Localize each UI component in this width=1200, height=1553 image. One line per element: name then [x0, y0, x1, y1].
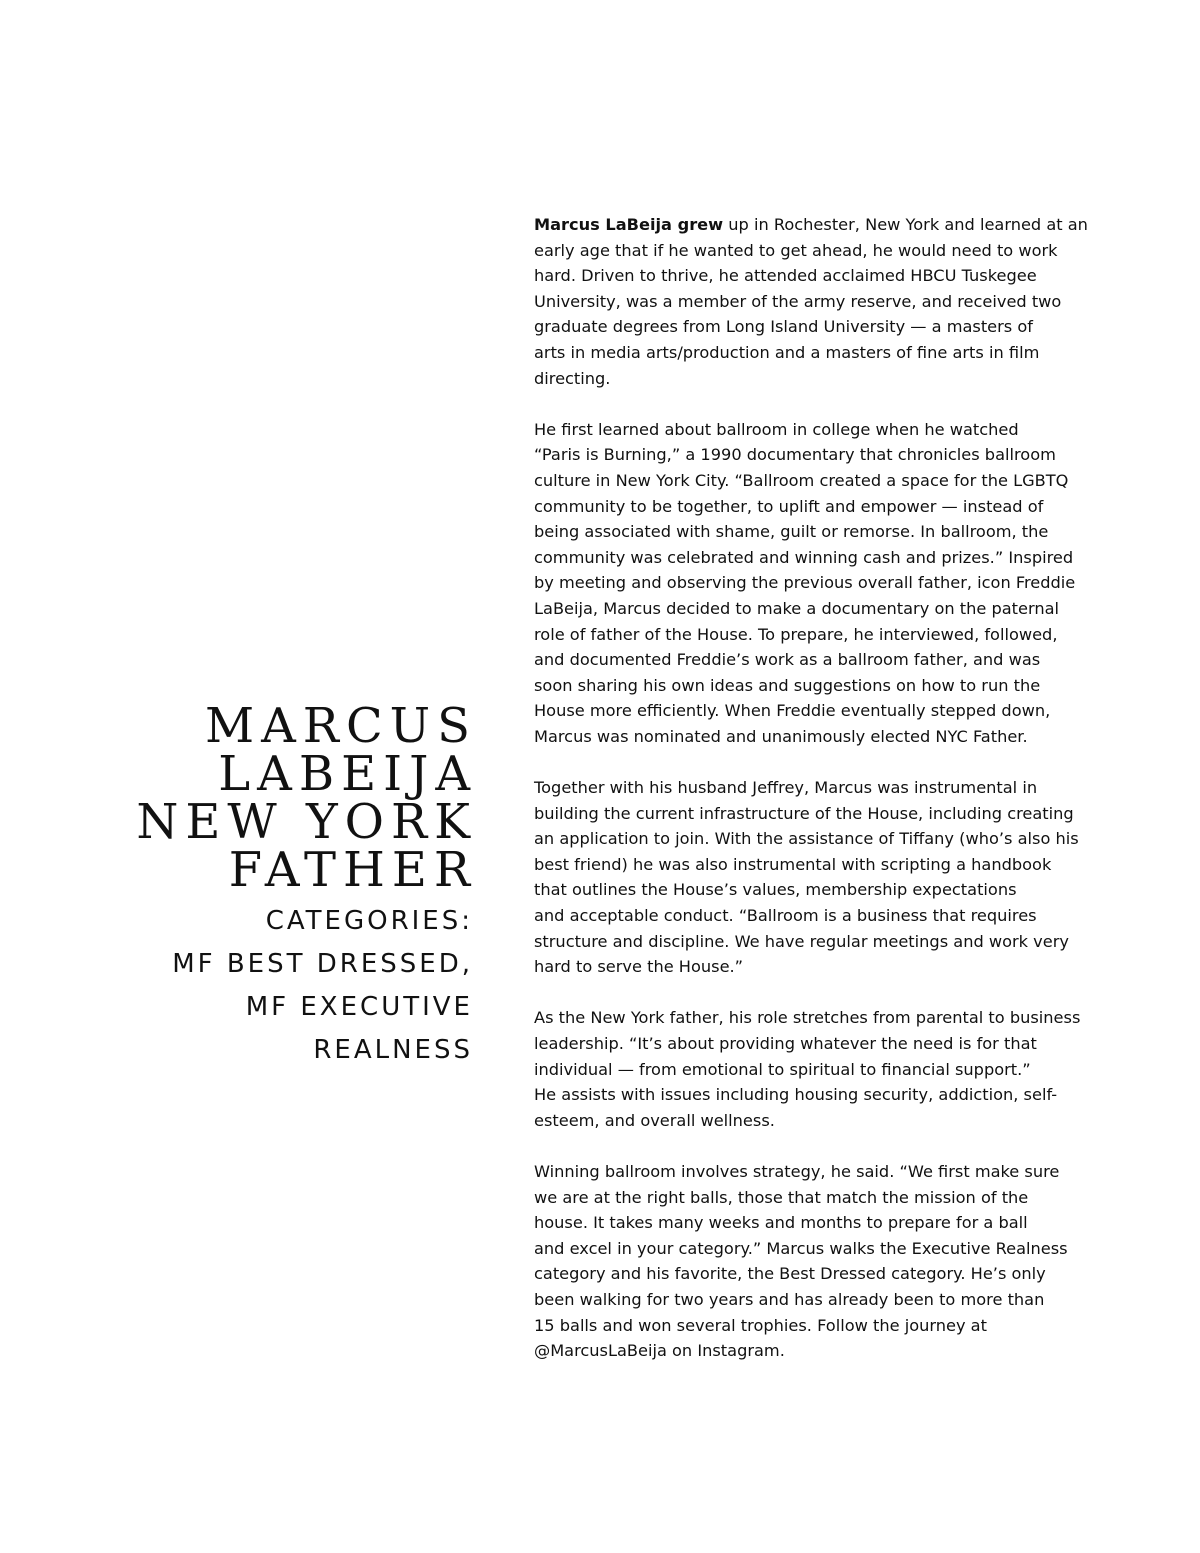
text-line: @MarcusLaBeija on Instagram.	[534, 1341, 785, 1361]
text-line: “Paris is Burning,” a 1990 documentary that chronicles ballroom	[534, 445, 1056, 465]
text-line: esteem, and overall wellness.	[534, 1110, 775, 1130]
title-line: NEW YORK	[136, 794, 477, 850]
text-line	[534, 212, 1088, 238]
text-line: and excel in your category.” Marcus walks the Executive Realness	[534, 1238, 1068, 1258]
text-line: we are at the right balls, those that match the mission of the	[534, 1187, 1029, 1207]
text-line: He first learned about ballroom in college when he watched	[534, 419, 1019, 439]
text-line: community to be together, to uplift and empower — instead of	[534, 496, 1044, 516]
text-line: leadership. “It’s about providing whatever the need is for that	[534, 1034, 1037, 1053]
title-line: MARCUS	[204, 698, 477, 754]
text-line: that outlines the House’s values, membership expectations	[534, 880, 1017, 900]
text-line: graduate degrees from Long Island University — a masters of	[534, 317, 1033, 337]
text-line: Marcus was nominated and unanimously elected NYC Father.	[534, 726, 1028, 746]
text-line: soon sharing his own ideas and suggestions on how to run the	[534, 675, 1041, 695]
title-line: FATHER	[228, 842, 477, 898]
text-line: hard. Driven to thrive, he attended acclaimed HBCU Tuskegee	[534, 266, 1037, 286]
text-line: Winning ballroom involves strategy, he said. “We first make sure	[534, 1161, 1060, 1181]
text-line: by meeting and observing the previous overall father, icon Freddie	[534, 573, 1076, 593]
article-paragraph	[534, 1159, 1074, 1364]
category-item: MF EXECUTIVE	[245, 992, 473, 1022]
text-line: structure and discipline. We have regular meetings and work very	[534, 931, 1069, 951]
text-line: arts in media arts/production and a masters of fine arts in film	[534, 342, 1040, 362]
lead-line-text: up in Rochester, New York and learned at an	[723, 215, 1088, 234]
title-line: LABEIJA	[218, 746, 477, 802]
text-line: early age that if he wanted to get ahead, he would need to work	[534, 240, 1058, 260]
text-line: House more efficiently. When Freddie eventually stepped down,	[534, 701, 1051, 721]
text-line: house. It takes many weeks and months to prepare for a ball	[534, 1213, 1028, 1233]
article-body	[534, 212, 1088, 1389]
article-paragraph	[534, 1005, 1081, 1133]
text-line: category and his favorite, the Best Dressed category. He’s only	[534, 1264, 1046, 1284]
page-title	[60, 698, 477, 898]
text-line: LaBeija, Marcus decided to make a documentary on the paternal	[534, 598, 1060, 618]
text-line: been walking for two years and has already been to more than	[534, 1289, 1045, 1309]
article-paragraph	[534, 775, 1079, 980]
text-line: culture in New York City. “Ballroom created a space for the LGBTQ	[534, 470, 1069, 490]
categories-list	[60, 900, 473, 1072]
article-paragraph	[534, 212, 1088, 391]
title-block	[60, 698, 477, 1072]
text-line: best friend) he was also instrumental with scripting a handbook	[534, 854, 1052, 874]
text-line: hard to serve the House.”	[534, 957, 744, 977]
text-line: role of father of the House. To prepare, he interviewed, followed,	[534, 624, 1058, 644]
text-line: directing.	[534, 368, 611, 388]
text-line: being associated with shame, guilt or remorse. In ballroom, the	[534, 522, 1049, 542]
lead-bold-text: Marcus LaBeija grew	[534, 215, 724, 234]
text-line: building the current infrastructure of the House, including creating	[534, 803, 1074, 823]
text-line: Together with his husband Jeffrey, Marcus was instrumental in	[534, 778, 1038, 798]
text-line: community was celebrated and winning cash and prizes.” Inspired	[534, 547, 1074, 567]
text-line: and documented Freddie’s work as a ballroom father, and was	[534, 650, 1041, 670]
text-line: He assists with issues including housing security, addiction, self-	[534, 1085, 1058, 1105]
text-line: University, was a member of the army reserve, and received two	[534, 291, 1062, 311]
category-item: REALNESS	[313, 1035, 473, 1065]
text-line: individual — from emotional to spiritual to financial support.”	[534, 1059, 1031, 1079]
text-line: an application to join. With the assistance of Tiffany (who’s also his	[534, 829, 1079, 849]
categories-heading: CATEGORIES:	[265, 906, 473, 936]
article-paragraph	[534, 417, 1074, 750]
text-line: As the New York father, his role stretches from parental to business	[534, 1008, 1081, 1028]
text-line: and acceptable conduct. “Ballroom is a business that requires	[534, 906, 1037, 926]
category-item: MF BEST DRESSED,	[172, 949, 473, 979]
text-line: 15 balls and won several trophies. Follow the journey at	[534, 1315, 987, 1335]
